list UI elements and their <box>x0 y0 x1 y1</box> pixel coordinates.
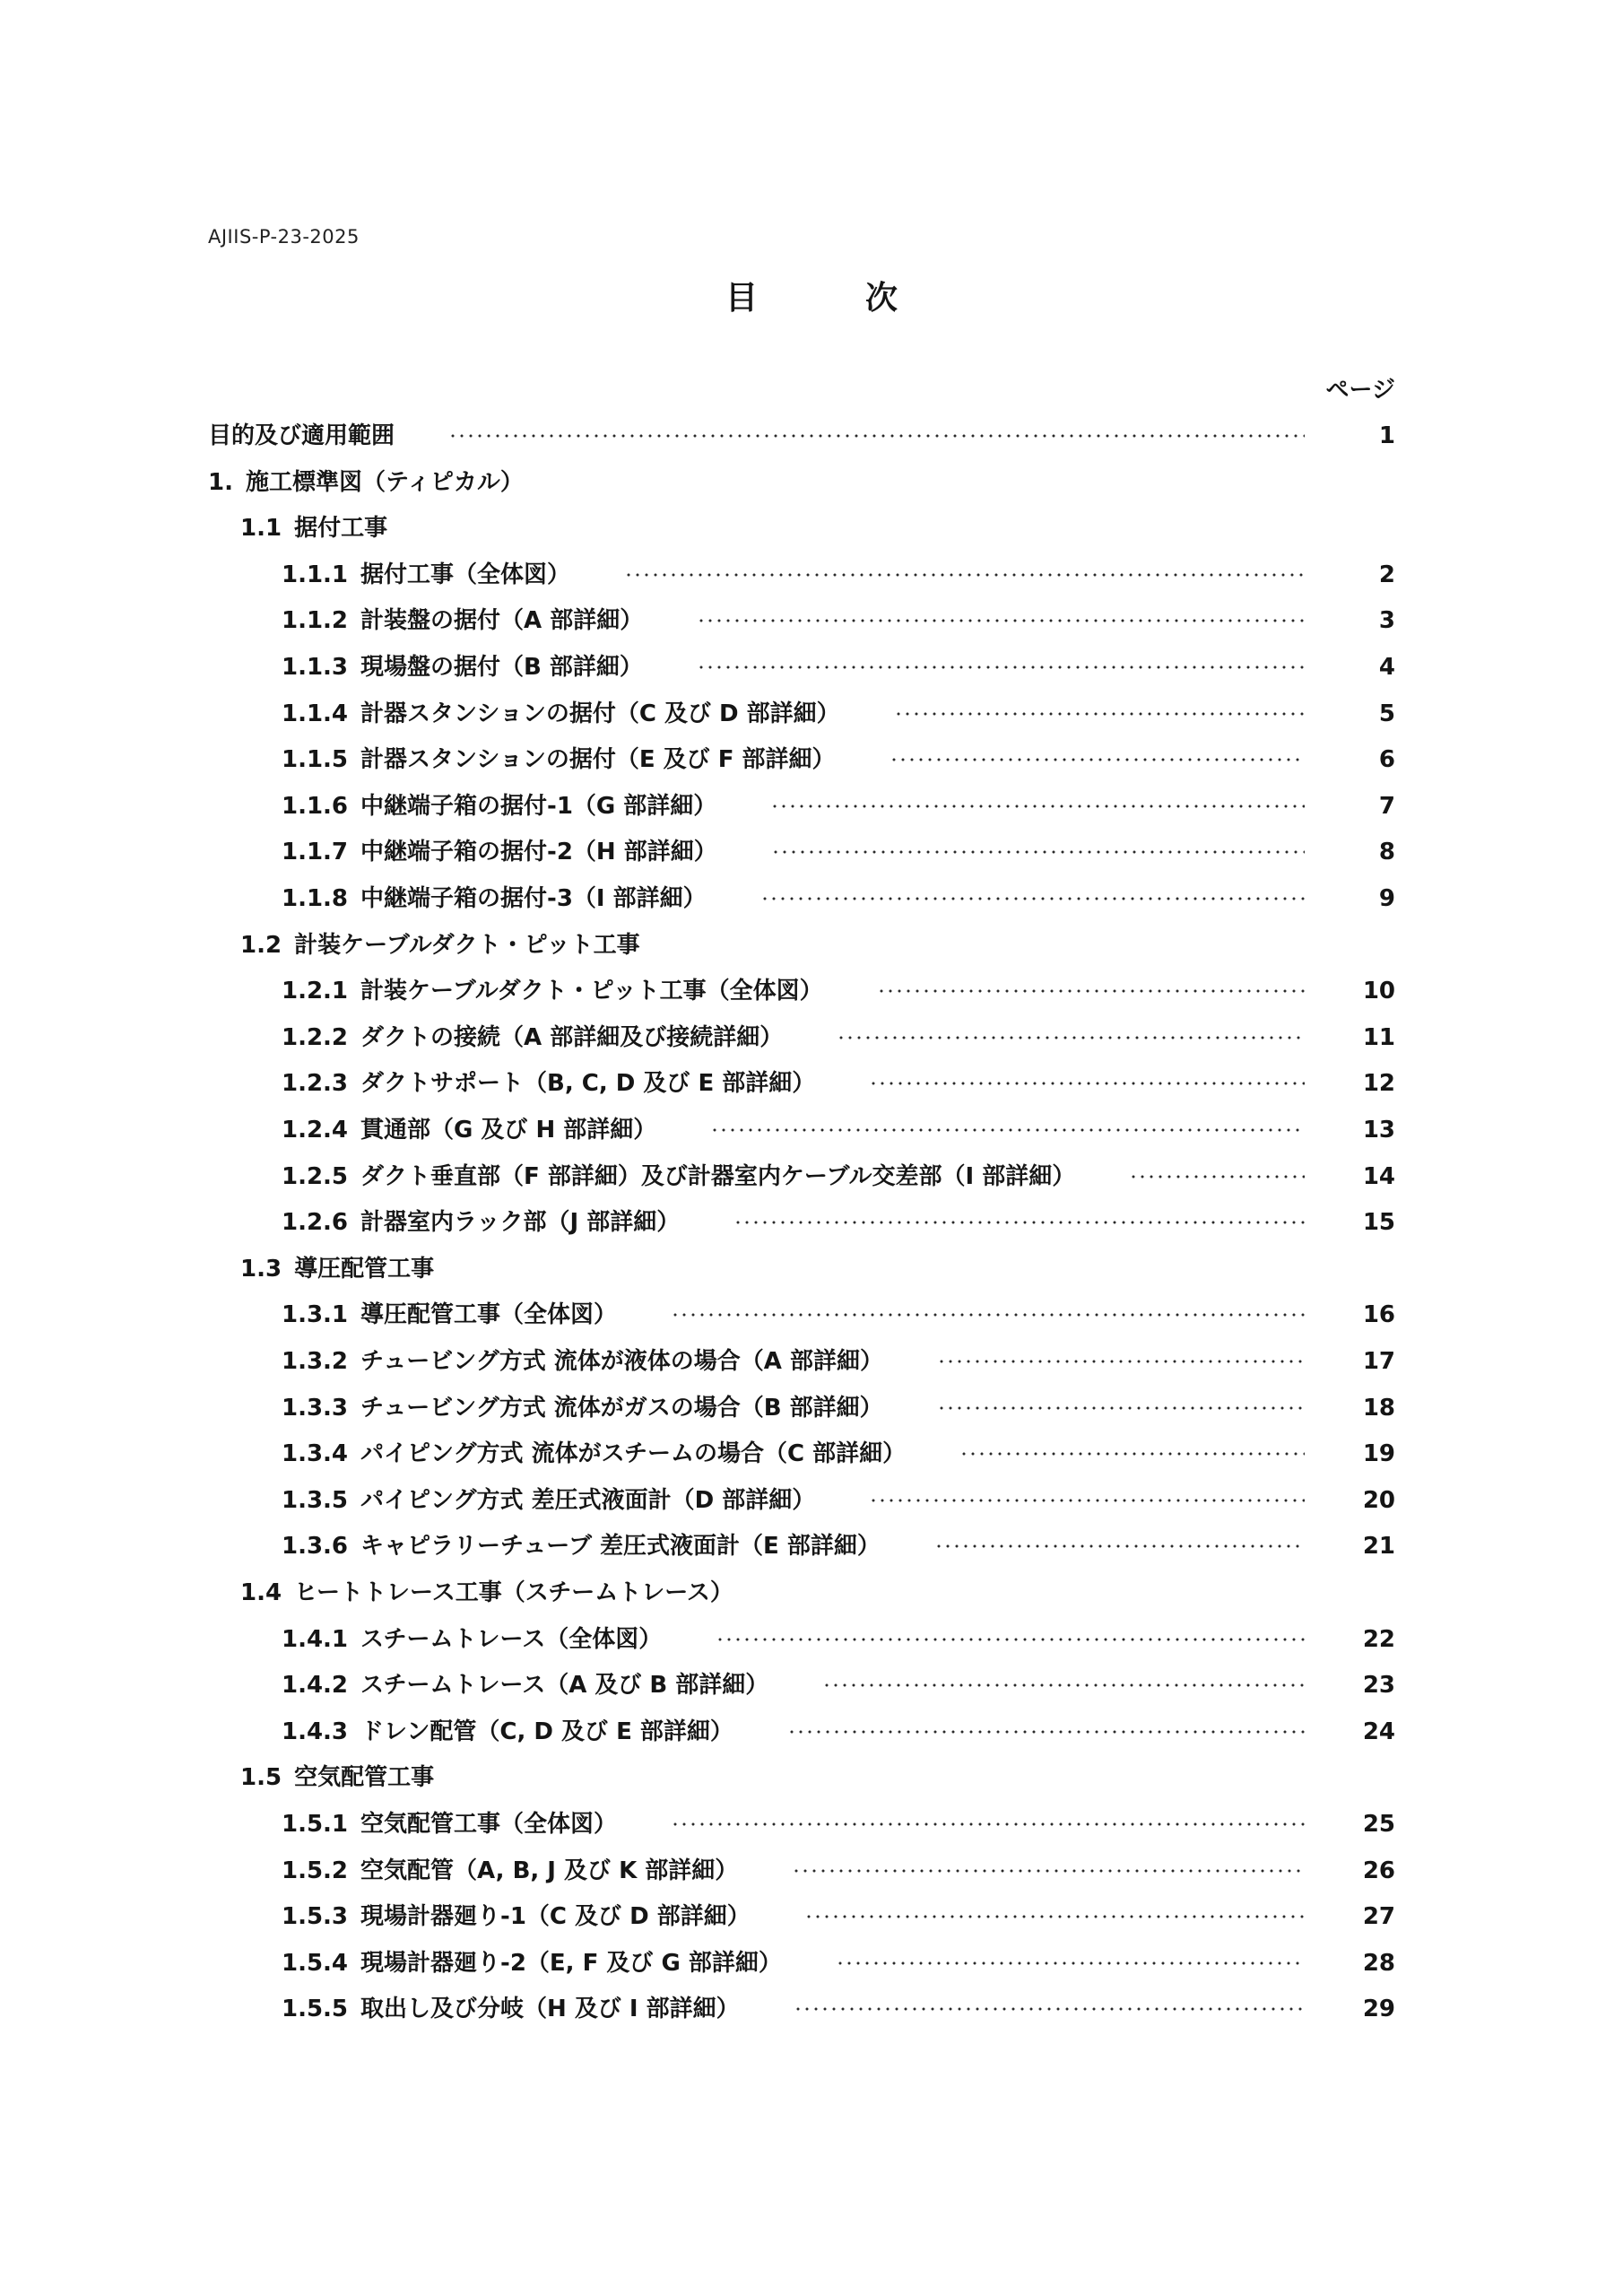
toc-entry-label: 導圧配管工事 <box>294 1255 435 1283</box>
toc-entry[interactable] <box>240 1570 1623 1616</box>
toc-entry[interactable] <box>282 1385 1623 1431</box>
dot-leader <box>671 1821 1305 1828</box>
dot-leader <box>794 2005 1305 2013</box>
toc-entry-page: 9 <box>1378 885 1395 912</box>
toc-entry-label: 計装ケーブルダクト・ピット工事 <box>294 931 640 959</box>
dot-leader <box>760 895 1305 902</box>
dot-leader <box>448 432 1305 439</box>
toc-entry-page: 12 <box>1362 1070 1395 1098</box>
toc-entry-label: 計器室内ラック部（J 部詳細） <box>360 1209 681 1237</box>
toc-entry[interactable] <box>282 552 1623 598</box>
toc-entry-number: 1.1.4 <box>282 700 349 727</box>
toc-entry-number: 1.4.2 <box>282 1672 349 1700</box>
toc-entry-number: 1.1.1 <box>282 561 349 588</box>
toc-entry-page: 4 <box>1378 654 1395 681</box>
toc-entry[interactable] <box>282 1523 1623 1570</box>
toc-entry-number: 1.2.6 <box>282 1209 349 1237</box>
toc-entry-page: 7 <box>1378 792 1395 820</box>
toc-entry-number: 1.5.1 <box>282 1811 349 1838</box>
toc-entry-number: 1.4 <box>240 1579 282 1606</box>
toc-entry-label: 現場計器廻り-1（C 及び D 部詳細） <box>360 1903 751 1931</box>
toc-entry[interactable] <box>282 1848 1623 1894</box>
toc-entry-number: 1.1.6 <box>282 792 349 820</box>
toc-entry[interactable] <box>282 875 1623 922</box>
toc-entry[interactable] <box>282 1199 1623 1246</box>
toc-entry-label: チュービング方式 流体が液体の場合（A 部詳細） <box>360 1348 883 1375</box>
toc-entry-number: 1.1.7 <box>282 839 349 866</box>
toc-entry-number: 1.3.3 <box>282 1394 349 1422</box>
toc-entry-number: 1.2 <box>240 931 282 959</box>
toc-entry-label: 現場計器廻り-2（E, F 及び G 部詳細） <box>360 1949 782 1977</box>
toc-entry[interactable] <box>282 1940 1623 1987</box>
toc-entry-page: 11 <box>1362 1023 1395 1051</box>
toc-entry[interactable] <box>282 1662 1623 1709</box>
toc-entry-label: 中継端子箱の据付-2（H 部詳細） <box>360 839 717 866</box>
toc-entry-number: 1.5.4 <box>282 1949 349 1977</box>
toc-entry-number: 1.2.1 <box>282 978 349 1005</box>
toc-entry-page: 18 <box>1362 1394 1395 1422</box>
toc-entry[interactable] <box>282 1153 1623 1200</box>
dot-leader <box>869 1497 1305 1504</box>
toc-entry-page: 23 <box>1362 1672 1395 1700</box>
toc-entry-page: 1 <box>1378 422 1395 449</box>
title-char-1: 目 <box>725 280 758 317</box>
toc-entry-page: 19 <box>1362 1440 1395 1468</box>
toc-entry-label: 据付工事 <box>294 515 388 543</box>
toc-entry[interactable] <box>282 1709 1623 1755</box>
page-title <box>0 273 1623 318</box>
toc-entry-page: 21 <box>1362 1533 1395 1561</box>
toc-entry-page: 3 <box>1378 607 1395 635</box>
toc-entry-label: キャピラリーチューブ 差圧式液面計（E 部詳細） <box>360 1533 881 1561</box>
toc-entry-label: 空気配管工事（全体図） <box>360 1811 618 1838</box>
toc-entry-page: 14 <box>1362 1162 1395 1190</box>
toc-entry[interactable] <box>208 459 1623 506</box>
toc-entry-page: 29 <box>1362 1996 1395 2023</box>
toc-entry[interactable] <box>282 644 1623 691</box>
toc-entry-number: 1.1.3 <box>282 654 349 681</box>
toc-entry-page: 22 <box>1362 1625 1395 1653</box>
dot-leader <box>877 987 1305 995</box>
toc-entry-number: 1.3.5 <box>282 1486 349 1514</box>
dot-leader <box>934 1543 1305 1550</box>
toc-entry[interactable] <box>282 736 1623 783</box>
toc-entry[interactable] <box>240 1246 1623 1292</box>
toc-entry-number: 1.1.8 <box>282 885 349 912</box>
dot-leader <box>671 1311 1305 1318</box>
toc-entry-label: パイピング方式 差圧式液面計（D 部詳細） <box>360 1486 816 1514</box>
toc-entry-number: 1.3.1 <box>282 1301 349 1329</box>
toc-entry-label: 計器スタンションの据付（E 及び F 部詳細） <box>360 746 836 774</box>
toc-entry-page: 27 <box>1362 1903 1395 1931</box>
dot-leader <box>836 1960 1305 1967</box>
toc-entry-label: ダクト垂直部（F 部詳細）及び計器室内ケーブル交差部（I 部詳細） <box>360 1162 1076 1190</box>
toc-entry-label: スチームトレース（全体図） <box>360 1625 663 1653</box>
toc-entry-page: 10 <box>1362 978 1395 1005</box>
toc-entry[interactable] <box>282 1801 1623 1848</box>
dot-leader <box>959 1450 1305 1457</box>
page-column-label: ページ <box>1325 377 1395 404</box>
toc-entry-label: 目的及び適用範囲 <box>208 422 395 449</box>
toc-entry[interactable] <box>240 505 1623 552</box>
dot-leader <box>624 571 1305 578</box>
toc-entry-number: 1.4.1 <box>282 1625 349 1653</box>
dot-leader <box>770 803 1305 810</box>
dot-leader <box>792 1867 1305 1874</box>
toc-entry-number: 1.3 <box>240 1255 282 1283</box>
toc-entry[interactable] <box>282 1477 1623 1524</box>
toc-entry-page: 2 <box>1378 561 1395 588</box>
dot-leader <box>804 1913 1305 1920</box>
dot-leader <box>822 1682 1305 1689</box>
toc-entry[interactable] <box>282 1014 1623 1061</box>
toc-entry-number: 1.1 <box>240 515 282 543</box>
toc-entry-label: 計装盤の据付（A 部詳細） <box>360 607 644 635</box>
toc-entry[interactable] <box>240 1754 1623 1801</box>
toc-entry[interactable] <box>282 1107 1623 1153</box>
toc-entry-page: 15 <box>1362 1209 1395 1237</box>
toc-entry-page: 25 <box>1362 1811 1395 1838</box>
toc-entry[interactable] <box>282 1292 1623 1338</box>
dot-leader <box>937 1405 1305 1412</box>
toc-entry[interactable] <box>282 1893 1623 1940</box>
toc-entry-number: 1. <box>208 468 233 496</box>
toc-entry-number: 1.5.5 <box>282 1996 349 2023</box>
toc-entry-label: 据付工事（全体図） <box>360 561 571 588</box>
dot-leader <box>710 1126 1305 1134</box>
toc-entry[interactable] <box>282 968 1623 1014</box>
toc-entry[interactable] <box>282 829 1623 875</box>
toc-entry[interactable] <box>282 1616 1623 1663</box>
dot-leader <box>837 1034 1305 1041</box>
toc-entry-number: 1.2.2 <box>282 1023 349 1051</box>
toc-entry-page: 17 <box>1362 1348 1395 1375</box>
toc-entry-number: 1.3.2 <box>282 1348 349 1375</box>
toc-entry-label: 中継端子箱の据付-1（G 部詳細） <box>360 792 717 820</box>
dot-leader <box>771 848 1305 856</box>
toc-entry-label: ヒートトレース工事（スチームトレース） <box>294 1579 733 1606</box>
toc-entry-page: 13 <box>1362 1117 1395 1144</box>
toc-entry-number: 1.2.4 <box>282 1117 349 1144</box>
toc-entry[interactable] <box>282 1338 1623 1385</box>
toc-entry-label: チュービング方式 流体がガスの場合（B 部詳細） <box>360 1394 883 1422</box>
toc-entry-label: 空気配管工事 <box>294 1764 435 1792</box>
toc-entry-label: ドレン配管（C, D 及び E 部詳細） <box>360 1718 733 1745</box>
dot-leader <box>697 664 1305 671</box>
document-code: AJIIS-P-23-2025 <box>208 226 360 248</box>
toc-entry-label: 施工標準図（ティピカル） <box>245 468 524 496</box>
toc-entry[interactable] <box>282 783 1623 830</box>
toc-entry-page: 24 <box>1362 1718 1395 1745</box>
toc-entry[interactable] <box>282 597 1623 644</box>
toc-entry-number: 1.2.5 <box>282 1162 349 1190</box>
toc-entry-label: ダクトサポート（B, C, D 及び E 部詳細） <box>360 1070 816 1098</box>
toc-entry[interactable] <box>282 1431 1623 1477</box>
toc-entry-label: 空気配管（A, B, J 及び K 部詳細） <box>360 1857 739 1884</box>
toc-entry-page: 20 <box>1362 1486 1395 1514</box>
toc-entry-number: 1.5.2 <box>282 1857 349 1884</box>
toc-entry[interactable] <box>208 413 1623 459</box>
dot-leader <box>787 1728 1305 1735</box>
toc-entry[interactable] <box>282 691 1623 737</box>
dot-leader <box>733 1219 1305 1226</box>
toc-entry-page: 28 <box>1362 1949 1395 1977</box>
dot-leader <box>937 1358 1305 1365</box>
toc-entry-page: 5 <box>1378 700 1395 727</box>
toc-entry-label: パイピング方式 流体がスチームの場合（C 部詳細） <box>360 1440 907 1468</box>
toc-entry-number: 1.1.2 <box>282 607 349 635</box>
toc-entry[interactable] <box>282 1986 1623 2032</box>
dot-leader <box>1129 1173 1305 1180</box>
toc-entry-number: 1.3.6 <box>282 1533 349 1561</box>
toc-entry-page: 16 <box>1362 1301 1395 1329</box>
toc-entry-label: 計器スタンションの据付（C 及び D 部詳細） <box>360 700 840 727</box>
toc-entry-page: 8 <box>1378 839 1395 866</box>
toc-entry-page: 6 <box>1378 746 1395 774</box>
toc-entry-label: 貫通部（G 及び H 部詳細） <box>360 1117 657 1144</box>
toc-entry-label: 中継端子箱の据付-3（I 部詳細） <box>360 885 707 912</box>
title-char-2: 次 <box>865 280 898 317</box>
toc-entry-label: 現場盤の据付（B 部詳細） <box>360 654 643 681</box>
toc-entry-label: スチームトレース（A 及び B 部詳細） <box>360 1672 769 1700</box>
toc-entry-number: 1.5.3 <box>282 1903 349 1931</box>
toc-entry-label: 導圧配管工事（全体図） <box>360 1301 618 1329</box>
dot-leader <box>697 617 1305 624</box>
dot-leader <box>869 1080 1305 1087</box>
toc-entry-page: 26 <box>1362 1857 1395 1884</box>
toc-entry-label: ダクトの接続（A 部詳細及び接続詳細） <box>360 1023 784 1051</box>
toc-entry-number: 1.1.5 <box>282 746 349 774</box>
dot-leader <box>894 710 1305 718</box>
toc-entry-number: 1.5 <box>240 1764 282 1792</box>
toc-entry[interactable] <box>240 922 1623 969</box>
toc-entry-number: 1.4.3 <box>282 1718 349 1745</box>
toc-entry-number: 1.2.3 <box>282 1070 349 1098</box>
dot-leader <box>716 1636 1305 1643</box>
toc-entry-number: 1.3.4 <box>282 1440 349 1468</box>
toc-entry[interactable] <box>282 1060 1623 1107</box>
toc-entry-label: 計装ケーブルダクト・ピット工事（全体図） <box>360 978 823 1005</box>
dot-leader <box>890 756 1305 763</box>
toc-entry-label: 取出し及び分岐（H 及び I 部詳細） <box>360 1996 740 2023</box>
